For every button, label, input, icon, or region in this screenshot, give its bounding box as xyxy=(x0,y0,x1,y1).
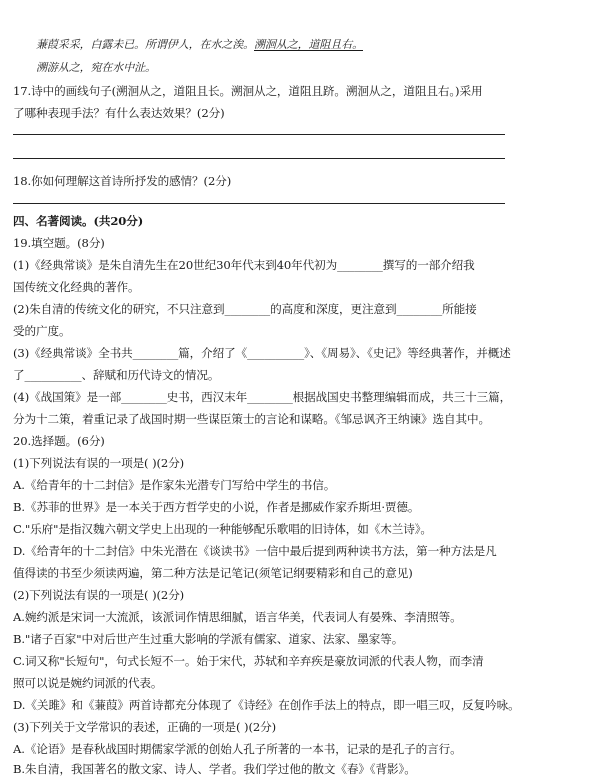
q20-line-13: (3)下列关于文学常识的表述，正确的一项是( )(2分) xyxy=(13,720,277,734)
q20-title: 20.选择题。(6分) xyxy=(13,434,105,448)
q18-text: 18.你如何理解这首诗所抒发的感情？(2分) xyxy=(13,174,232,188)
q20-line-1: (1)下列说法有误的一项是( )(2分) xyxy=(13,456,185,470)
q20-line-9: B."诸子百家"中对后世产生过重大影响的学派有儒家、道家、法家、墨家等。 xyxy=(13,632,404,646)
q20-line-12: D.《关雎》和《蒹葭》两首诗都充分体现了《诗经》在创作手法上的特点，即一唱三叹，反复吟咏。 xyxy=(13,698,520,712)
q19-line-8: 分为十二策，着重记录了战国时期一些谋臣策士的言论和谋略。《邹忌讽齐王纳谏》选自其中。 xyxy=(13,412,490,426)
q20-line-8: A.婉约派是宋词一大流派，该派词作情思细腻，语言华美，代表词人有晏殊、李清照等。 xyxy=(13,610,462,624)
q17-text-2: 了哪种表现手法？有什么表达效果？(2分) xyxy=(13,106,225,120)
q20-line-5: D.《给青年的十二封信》中朱光潜在《谈读书》一信中最后提到两种读书方法，第一种方法是凡 xyxy=(13,544,497,558)
q17-answer-line-1[interactable] xyxy=(13,134,505,135)
q20-line-3: B.《苏菲的世界》是一本关于西方哲学史的小说，作者是挪威作家乔斯坦·贾德。 xyxy=(13,500,420,514)
poem-line-1-plain: 蒹葭采采，白露未已。所谓伊人，在水之涘。 xyxy=(36,38,254,51)
q19-line-3: (2)朱自清的传统文化的研究，不只注意到________的高度和深度，更注意到________所能接 xyxy=(13,302,477,316)
q17-text-1: 17.诗中的画线句子(溯洄从之，道阻且长。溯洄从之，道阻且跻。溯洄从之，道阻且右。)采用 xyxy=(13,84,483,98)
q19-line-6: 了__________、辞赋和历代诗文的情况。 xyxy=(13,368,220,382)
q20-line-10: C.词又称"长短句"，句式长短不一。始于宋代，苏轼和辛弃疾是豪放词派的代表人物，而李清 xyxy=(13,654,484,668)
q19-line-4: 受的广度。 xyxy=(13,324,71,338)
q18-answer-line[interactable] xyxy=(13,203,505,204)
q19-line-2: 国传统文化经典的著作。 xyxy=(13,280,140,294)
q17-answer-line-2[interactable] xyxy=(13,158,505,159)
q19-line-5: (3)《经典常谈》全书共________篇，介绍了《__________》、《周易》、《史记》等经典著作，并概述 xyxy=(13,346,511,360)
q20-line-6: 值得读的书至少须读两遍，第二种方法是记笔记(须笔记纲要精彩和自己的意见) xyxy=(13,566,413,580)
q19-line-1: (1)《经典常谈》是朱自清先生在20世纪30年代末到40年代初为________撰写的一部介绍我 xyxy=(13,258,475,272)
q19-title: 19.填空题。(8分) xyxy=(13,236,105,250)
q19-line-7: (4)《战国策》是一部________史书，西汉末年________根据战国史书整理编辑而成，共三十三篇， xyxy=(13,390,512,404)
q20-line-15: B.朱自清，我国著名的散文家、诗人、学者。我们学过他的散文《春》《背影》。 xyxy=(13,762,416,776)
poem-line-1-underlined: 溯洄从之，道阻且右。 xyxy=(254,38,363,51)
poem-line-2: 溯游从之，宛在水中沚。 xyxy=(36,61,156,74)
q20-line-4: C."乐府"是指汉魏六朝文学史上出现的一种能够配乐歌唱的旧诗体，如《木兰诗》。 xyxy=(13,522,432,536)
q20-line-11: 照可以说是婉约词派的代表。 xyxy=(13,676,163,690)
q20-line-7: (2)下列说法有误的一项是( )(2分) xyxy=(13,588,185,602)
q20-line-14: A.《论语》是春秋战国时期儒家学派的创始人孔子所著的一本书，记录的是孔子的言行。 xyxy=(13,742,462,756)
q20-line-2: A.《给青年的十二封信》是作家朱光潜专门写给中学生的书信。 xyxy=(13,478,336,492)
poem-line-1 xyxy=(36,36,579,54)
section4-title: 四、名著阅读。(共20分) xyxy=(13,214,144,228)
